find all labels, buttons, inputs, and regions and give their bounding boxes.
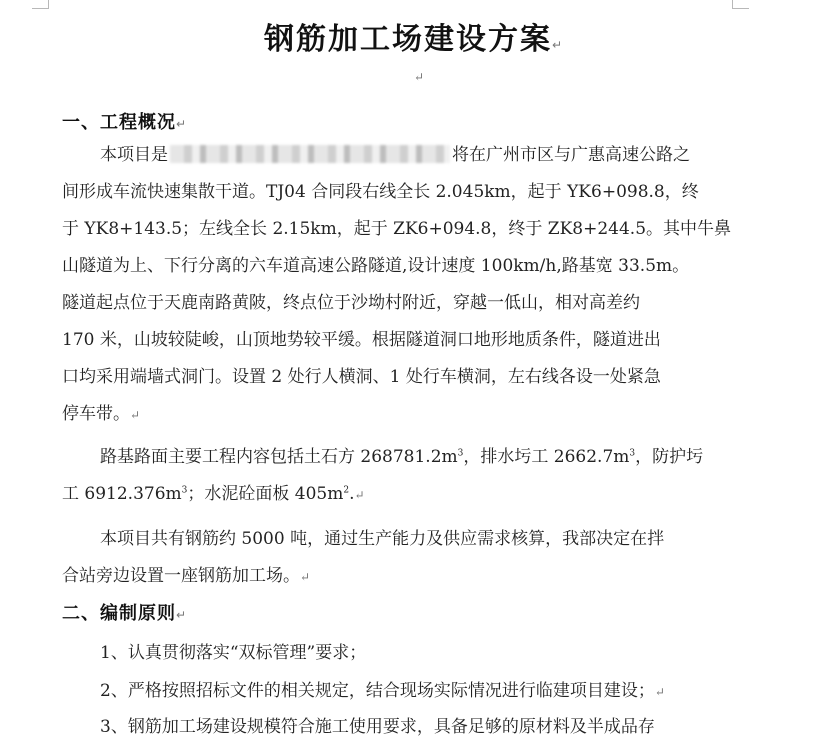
document-title: [0, 14, 828, 58]
paragraph-mark-icon: ↵: [130, 408, 141, 422]
paragraph-1-line: 口均采用端墙式洞门。设置 2 处行人横洞、1 处行车横洞，左右线各设一处紧急: [62, 367, 661, 387]
earthwork-volume-text: 路基路面主要工程内容包括土石方 268781.2m: [100, 447, 458, 467]
paragraph-3-line-1: 本项目共有钢筋约 5000 吨，通过生产能力及供应需求核算，我部决定在拌: [100, 529, 665, 549]
page-corner-mark-right: [732, 0, 749, 9]
period: .: [349, 484, 355, 504]
paragraph-2-line-2: [62, 479, 365, 504]
paragraph-3-end-text: 合站旁边设置一座钢筋加工场。: [62, 566, 300, 586]
paragraph-1-start: 本项目是: [100, 145, 168, 165]
principle-item: [100, 676, 665, 701]
principle-item: 3、钢筋加工场建设规模符合施工使用要求，具备足够的原材料及半成品存: [100, 717, 655, 737]
principle-item-text: 2、严格按照招标文件的相关规定，结合现场实际情况进行临建项目建设；: [100, 681, 655, 701]
paragraph-3-line-2: [62, 561, 310, 586]
superscript: 2: [343, 485, 350, 496]
section1-heading-text: 一、工程概况: [62, 112, 176, 133]
superscript: 3: [629, 448, 636, 459]
page-corner-mark-left: [32, 0, 49, 9]
paragraph-mark-icon: ↵: [654, 685, 665, 699]
paragraph-mark-icon: ↵: [300, 570, 311, 584]
paragraph-1-line: 山隧道为上、下行分离的六车道高速公路隧道,设计速度 100km/h,路基宽 33.5m。: [62, 256, 690, 276]
section1-heading: [62, 108, 187, 134]
concrete-slab-text: ；水泥砼面板 405m: [187, 484, 344, 504]
paragraph-1-after-redaction: 将在广州市区与广惠高速公路之: [452, 145, 690, 165]
principle-item: 1、认真贯彻落实“双标管理”要求；: [100, 643, 367, 663]
paragraph-1-line: 间形成车流快速集散干道。TJ04 合同段右线全长 2.045km，起于 YK6+098.8，终: [62, 182, 699, 202]
protection-volume-text: 工 6912.376m: [62, 484, 182, 504]
document-title-text: 钢筋加工场建设方案: [263, 22, 552, 57]
superscript: 3: [181, 485, 188, 496]
paragraph-1-line: 于 YK8+143.5；左线全长 2.15km，起于 ZK6+094.8，终于 ZK8+244.5。其中牛鼻: [62, 219, 732, 239]
redacted-text-block: [170, 145, 450, 163]
section2-heading-text: 二、编制原则: [62, 603, 176, 624]
paragraph-1-last-text: 停车带。: [62, 404, 130, 424]
paragraph-1-last-line: [62, 399, 140, 424]
paragraph-mark-icon: ↵: [176, 117, 188, 131]
paragraph-mark-icon: ↵: [176, 608, 188, 622]
drainage-masonry-text: ，排水圬工 2662.7m: [463, 447, 630, 467]
superscript: 3: [457, 448, 464, 459]
protection-masonry-text: ，防护圬: [635, 447, 704, 467]
paragraph-mark-icon: ↵: [551, 38, 565, 52]
paragraph-mark-icon: ↵: [354, 488, 365, 502]
paragraph-1-line: 170 米，山坡较陡峻，山顶地势较平缓。根据隧道洞口地形地质条件，隧道进出: [62, 330, 661, 350]
paragraph-2-line-1: [100, 442, 703, 467]
section2-heading: [62, 599, 187, 625]
paragraph-1-line-1: [100, 140, 690, 165]
paragraph-1-line: 隧道起点位于天鹿南路黄陂，终点位于沙坳村附近，穿越一低山，相对高差约: [62, 293, 640, 313]
paragraph-mark-icon: ↵: [414, 70, 425, 84]
